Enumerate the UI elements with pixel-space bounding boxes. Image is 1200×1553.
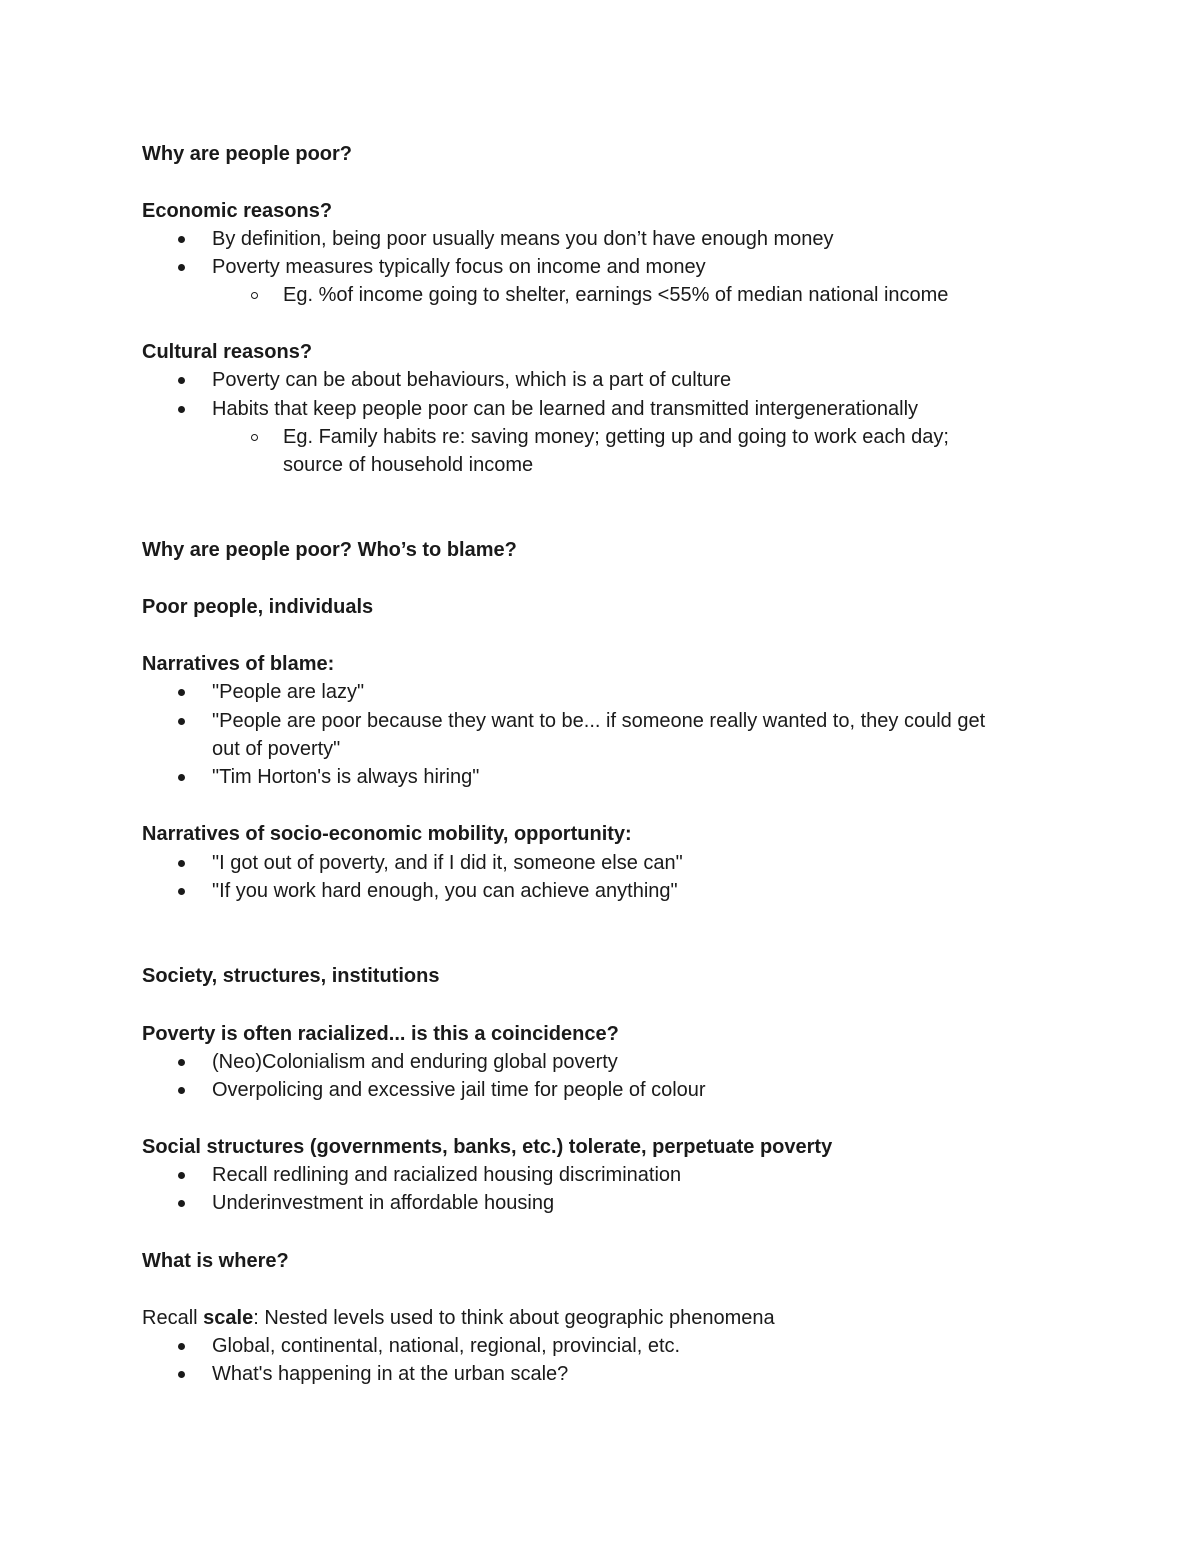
list-item: Habits that keep people poor can be learned and transmitted intergenerationally [212,398,919,420]
section-title-society: Society, structures, institutions [142,965,440,987]
heading-narratives-mobility: Narratives of socio-economic mobility, opportunity: [142,823,632,845]
list-item: "People are poor because they want to be... if someone really wanted to, they could get [212,710,986,732]
list-item: Global, continental, national, regional, provincial, etc. [212,1335,681,1357]
hollow-bullet-icon [251,292,258,299]
list-item: "If you work hard enough, you can achieve anything" [212,880,678,902]
list-item: "Tim Horton's is always hiring" [212,766,480,788]
bullet-icon [178,236,185,243]
sub-list-item-continuation: source of household income [283,454,534,476]
bullet-icon [178,888,185,895]
bullet-icon [178,774,185,781]
list-item-continuation: out of poverty" [212,738,341,760]
list-item: "People are lazy" [212,681,365,703]
sub-list-item: Eg. Family habits re: saving money; getting up and going to work each day; [283,426,949,448]
bullet-icon [178,718,185,725]
list-item: What's happening in at the urban scale? [212,1363,569,1385]
sub-list-item: Eg. %of income going to shelter, earnings <55% of median national income [283,284,949,306]
list-item: Recall redlining and racialized housing discrimination [212,1164,682,1186]
bullet-icon [178,1200,185,1207]
section-title-why-poor: Why are people poor? [142,143,353,165]
heading-narratives-of-blame: Narratives of blame: [142,653,335,675]
bullet-icon [178,1371,185,1378]
list-item: Underinvestment in affordable housing [212,1192,555,1214]
heading-economic-reasons: Economic reasons? [142,200,333,222]
list-item: Overpolicing and excessive jail time for people of colour [212,1079,706,1101]
bullet-icon [178,1087,185,1094]
heading-racialized: Poverty is often racialized... is this a coincidence? [142,1023,619,1045]
bullet-icon [178,377,185,384]
section-title-who-to-blame: Why are people poor? Who’s to blame? [142,539,517,561]
bullet-icon [178,1343,185,1350]
scale-paragraph [142,1304,1062,1332]
list-item: By definition, being poor usually means you don’t have enough money [212,228,834,250]
scale-term: scale [203,1307,254,1329]
bullet-icon [178,1172,185,1179]
heading-cultural-reasons: Cultural reasons? [142,341,313,363]
list-item: Poverty measures typically focus on income and money [212,256,706,278]
scale-definition: : Nested levels used to think about geographic phenomena [253,1307,775,1329]
hollow-bullet-icon [251,434,258,441]
bullet-icon [178,1059,185,1066]
scale-prefix: Recall [142,1307,204,1329]
heading-social-structures: Social structures (governments, banks, etc.) tolerate, perpetuate poverty [142,1136,833,1158]
bullet-icon [178,406,185,413]
bullet-icon [178,689,185,696]
section-title-what-is-where: What is where? [142,1250,289,1272]
list-item: "I got out of poverty, and if I did it, someone else can" [212,852,683,874]
list-item: Poverty can be about behaviours, which is a part of culture [212,369,732,391]
bullet-icon [178,860,185,867]
bullet-icon [178,264,185,271]
list-item: (Neo)Colonialism and enduring global poverty [212,1051,618,1073]
subtitle-poor-people: Poor people, individuals [142,596,374,618]
